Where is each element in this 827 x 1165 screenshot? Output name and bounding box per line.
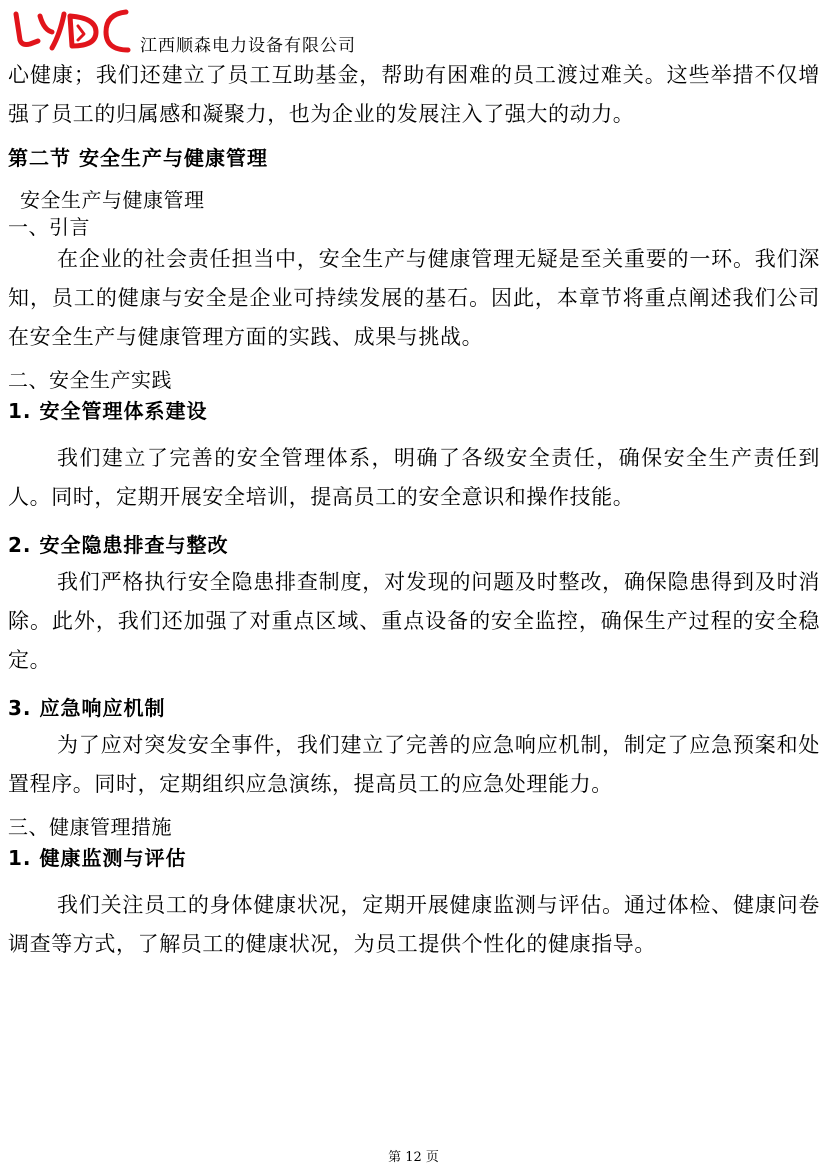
health1-title: 1. 健康监测与评估 (8, 846, 187, 870)
item2-paragraph: 我们严格执行安全隐患排查制度，对发现的问题及时整改，确保隐患得到及时消除。此外，我们还加强了对重点区域、重点设备的安全监控，确保生产过程的安全稳定。 (8, 570, 820, 672)
item3-paragraph: 为了应对突发安全事件，我们建立了完善的应急响应机制，制定了应急预案和处置程序。同时，定期组织应急演练，提高员工的应急处理能力。 (8, 733, 820, 796)
item1-paragraph: 我们建立了完善的安全管理体系，明确了各级安全责任，确保安全生产责任到人。同时，定期开展安全培训，提高员工的安全意识和操作技能。 (8, 446, 820, 509)
section-subtitle: 安全生产与健康管理 (20, 188, 205, 212)
health-heading: 三、健康管理措施 (8, 815, 172, 839)
intro-paragraph: 在企业的社会责任担当中，安全生产与健康管理无疑是至关重要的一环。我们深知，员工的健康与安全是企业可持续发展的基石。因此，本章节将重点阐述我们公司在安全生产与健康管理方面的实践、成果与挑战。 (8, 247, 820, 349)
practice-heading: 二、安全生产实践 (8, 368, 172, 392)
company-logo (10, 6, 136, 56)
continuation-paragraph: 心健康；我们还建立了员工互助基金，帮助有困难的员工渡过难关。这些举措不仅增强了员工的归属感和凝聚力，也为企业的发展注入了强大的动力。 (8, 63, 820, 126)
health1-paragraph: 我们关注员工的身体健康状况，定期开展健康监测与评估。通过体检、健康问卷调查等方式，了解员工的健康状况，为员工提供个性化的健康指导。 (8, 893, 820, 956)
item1-title: 1. 安全管理体系建设 (8, 399, 208, 423)
intro-heading: 一、引言 (8, 215, 90, 239)
section-title: 第二节 安全生产与健康管理 (8, 146, 268, 170)
page-header (10, 6, 430, 58)
item2-title: 2. 安全隐患排查与整改 (8, 533, 229, 557)
page-number: 第 12 页 (388, 1150, 439, 1165)
company-name: 江西顺森电力设备有限公司 (140, 36, 356, 56)
document-body (8, 56, 820, 964)
item3-title: 3. 应急响应机制 (8, 696, 166, 720)
